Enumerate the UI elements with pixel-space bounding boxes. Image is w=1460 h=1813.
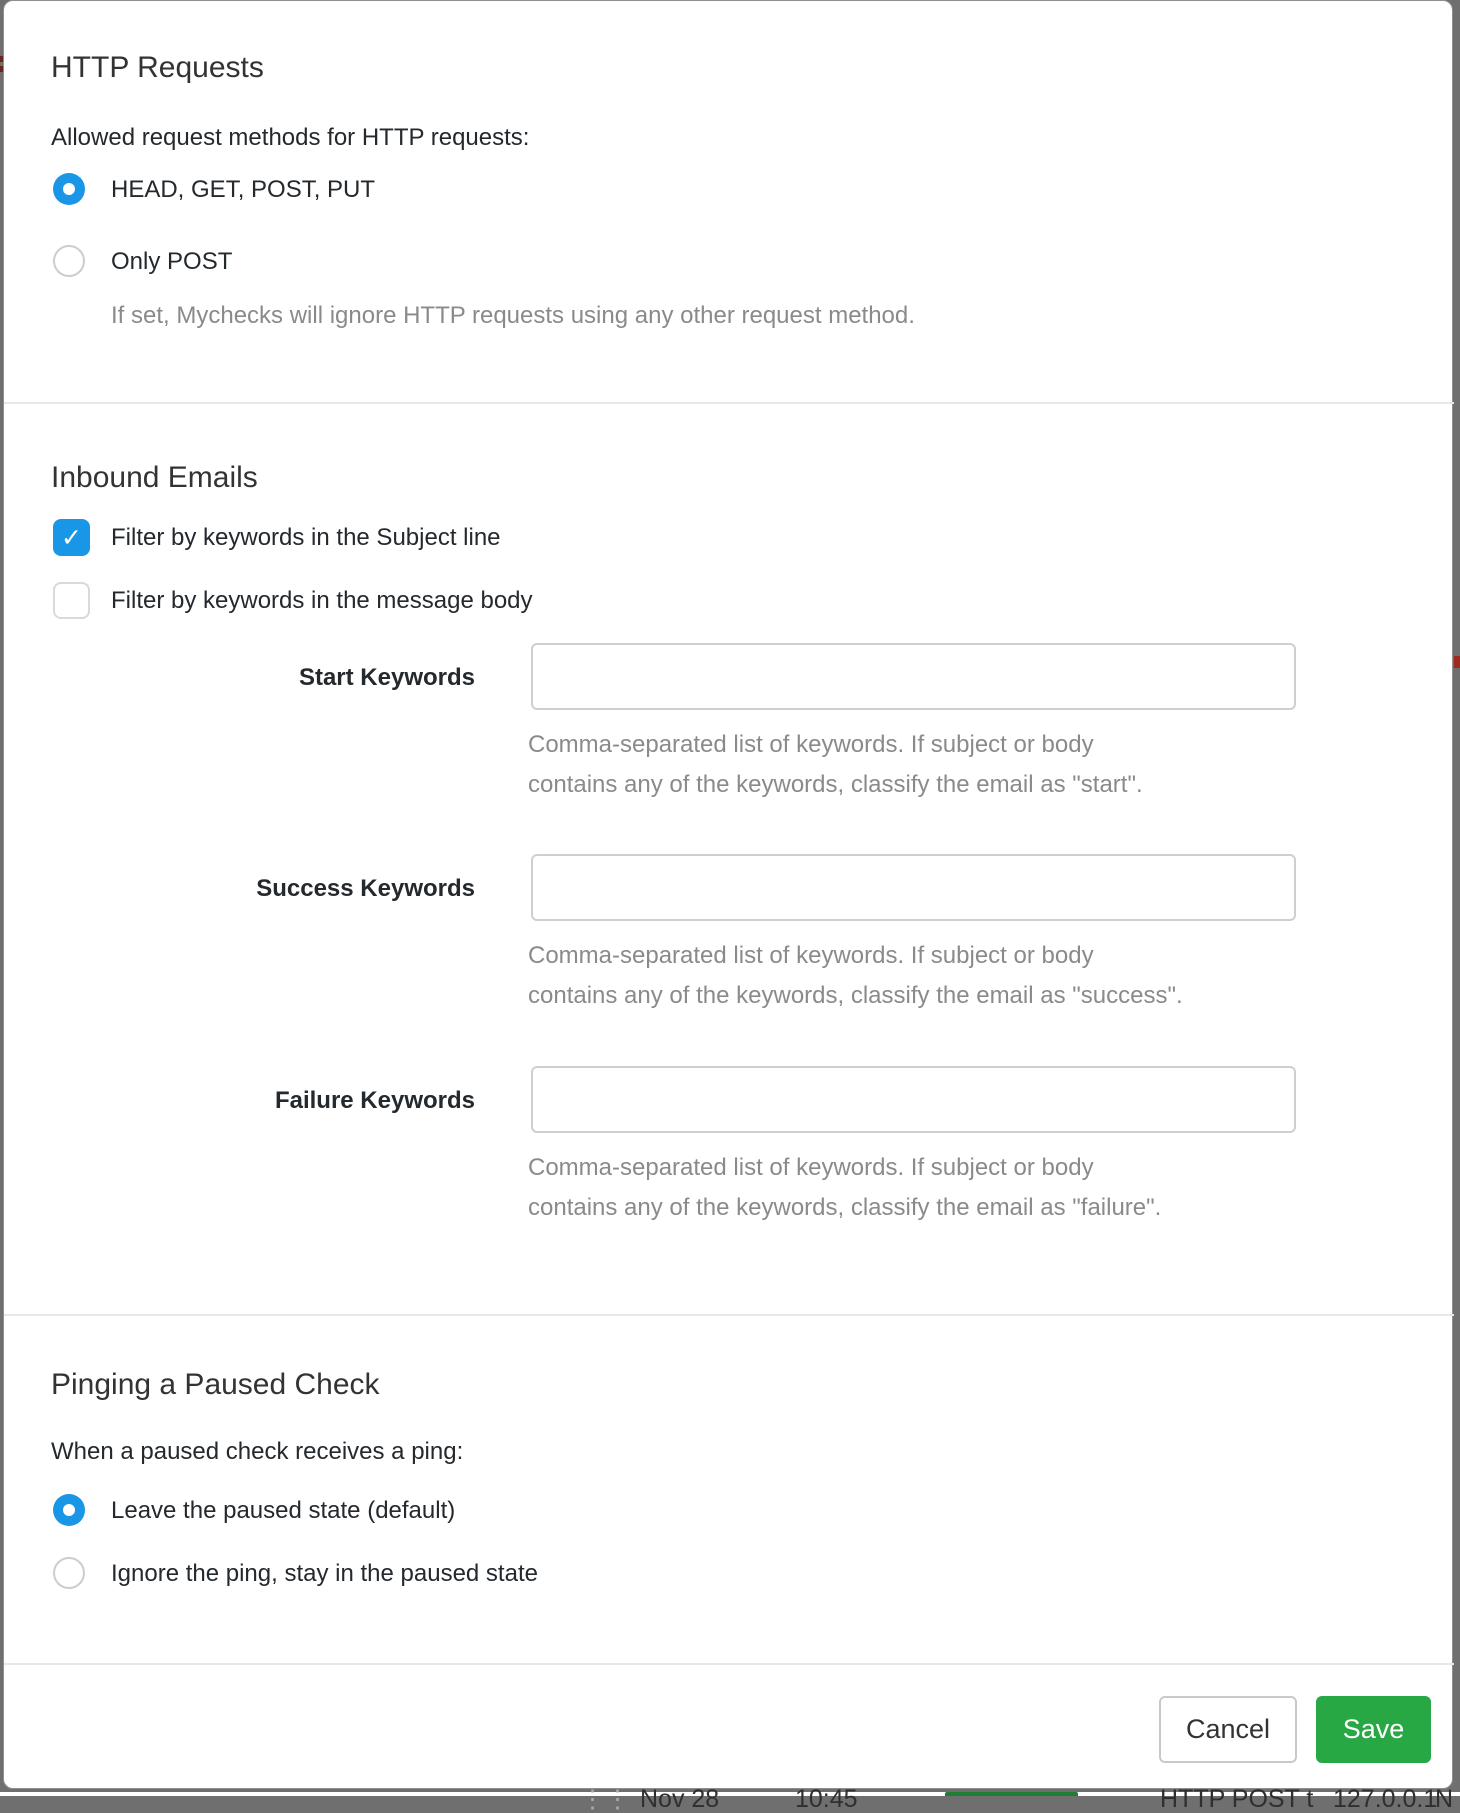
radio-dot xyxy=(63,183,75,195)
checkbox-filter-subject[interactable] xyxy=(53,519,90,556)
help-line: Comma-separated list of keywords. If subject or body xyxy=(528,942,1094,969)
paused-check-intro: When a paused check receives a ping: xyxy=(51,1438,464,1465)
radio-leave-paused[interactable] xyxy=(53,1494,85,1526)
success-keywords-help xyxy=(528,936,1183,1016)
checkbox-filter-body[interactable] xyxy=(53,582,90,619)
radio-label-leave-paused[interactable]: Leave the paused state (default) xyxy=(111,1497,456,1524)
start-keywords-help xyxy=(528,725,1143,805)
background-row-ip: 127.0.0.1 xyxy=(1333,1785,1438,1813)
radio-head-get-post-put[interactable] xyxy=(53,173,85,205)
background-row-method: HTTP POST t xyxy=(1160,1785,1314,1813)
backdrop-right-mark xyxy=(1454,656,1460,668)
footer-divider xyxy=(4,1663,1454,1665)
radio-label-only-post[interactable]: Only POST xyxy=(111,248,233,275)
failure-keywords-label: Failure Keywords xyxy=(274,1087,475,1114)
check-icon: ✓ xyxy=(61,523,82,552)
checkbox-label-filter-body[interactable]: Filter by keywords in the message body xyxy=(111,587,533,614)
background-row-extra: N xyxy=(1435,1785,1454,1813)
http-requests-note: If set, Mychecks will ignore HTTP requests using any other request method. xyxy=(111,302,915,329)
help-line: contains any of the keywords, classify the email as "start". xyxy=(528,771,1143,798)
drag-handle-icon: ⋮⋮ xyxy=(580,1785,630,1813)
section-title-http-requests: HTTP Requests xyxy=(51,51,264,84)
save-button[interactable]: Save xyxy=(1316,1696,1431,1763)
help-line: Comma-separated list of keywords. If subject or body xyxy=(528,731,1094,758)
settings-modal xyxy=(3,0,1453,1789)
http-requests-intro: Allowed request methods for HTTP requests: xyxy=(51,124,530,151)
radio-ignore-ping[interactable] xyxy=(53,1557,85,1589)
radio-label-ignore-ping[interactable]: Ignore the ping, stay in the paused state xyxy=(111,1560,538,1587)
checkbox-label-filter-subject[interactable]: Filter by keywords in the Subject line xyxy=(111,524,501,551)
status-badge xyxy=(945,1792,1078,1796)
start-keywords-label: Start Keywords xyxy=(298,664,475,691)
failure-keywords-help xyxy=(528,1148,1161,1228)
section-title-inbound-emails: Inbound Emails xyxy=(51,461,258,494)
help-line: contains any of the keywords, classify the email as "failure". xyxy=(528,1194,1162,1221)
success-keywords-input[interactable] xyxy=(531,854,1296,921)
section-divider xyxy=(4,402,1454,404)
radio-label-head-get-post-put[interactable]: HEAD, GET, POST, PUT xyxy=(111,176,376,203)
radio-only-post[interactable] xyxy=(53,245,85,277)
background-page-row xyxy=(0,1785,1460,1813)
cancel-button[interactable]: Cancel xyxy=(1159,1696,1297,1763)
radio-dot xyxy=(63,1504,75,1516)
success-keywords-label: Success Keywords xyxy=(256,875,475,902)
background-row-time: 10:45 xyxy=(795,1785,858,1813)
background-row-date: Nov 28 xyxy=(640,1785,720,1813)
section-title-paused-check: Pinging a Paused Check xyxy=(51,1368,380,1401)
section-divider xyxy=(4,1314,1454,1316)
failure-keywords-input[interactable] xyxy=(531,1066,1296,1133)
help-line: contains any of the keywords, classify the email as "success". xyxy=(528,982,1183,1009)
help-line: Comma-separated list of keywords. If subject or body xyxy=(528,1154,1094,1181)
start-keywords-input[interactable] xyxy=(531,643,1296,710)
